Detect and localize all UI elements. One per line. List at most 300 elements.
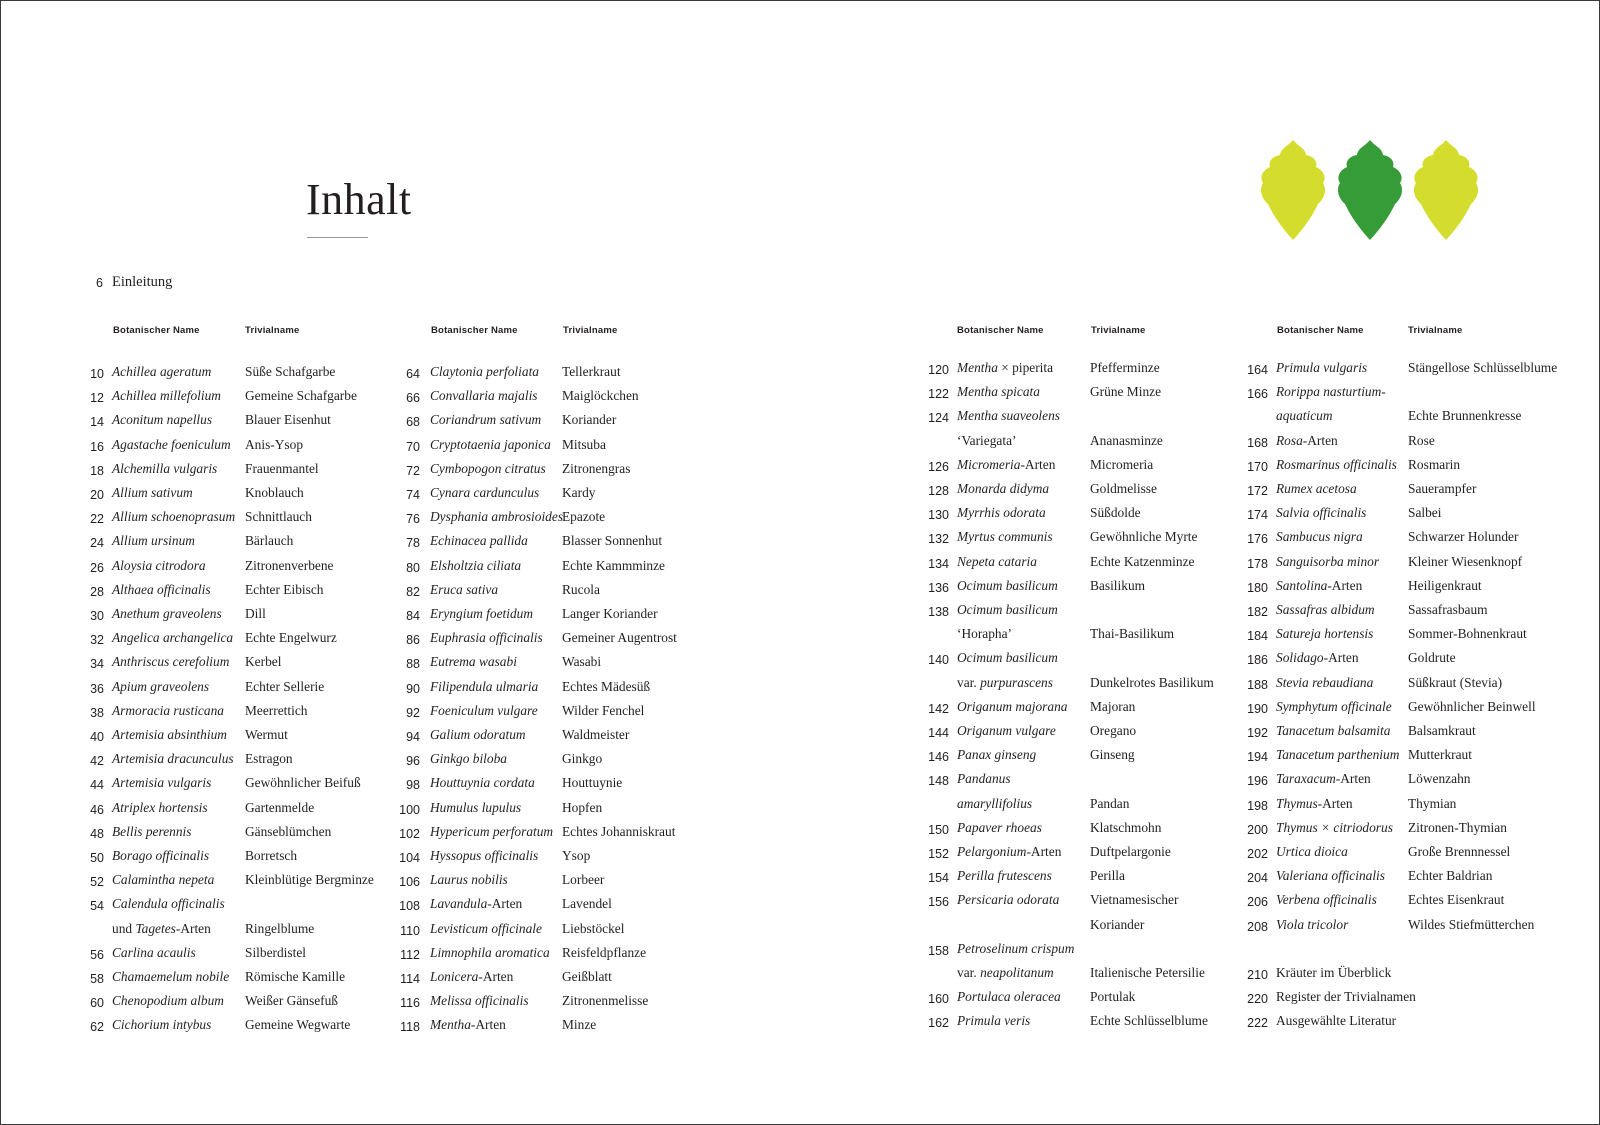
botanical-italic: Achillea ageratum [112, 364, 212, 379]
botanical-italic: Hyssopus officinalis [430, 848, 539, 863]
toc-page-number: 188 [1247, 678, 1268, 692]
botanical-italic: Laurus nobilis [430, 872, 508, 887]
toc-trivial-name: Borretsch [245, 848, 298, 863]
botanical-italic: Tagetes [135, 921, 176, 936]
toc-trivial-name: Ananasminze [1090, 433, 1163, 448]
toc-trivial-name: Hopfen [562, 800, 603, 815]
toc-page-number: 98 [406, 778, 420, 792]
botanical-italic: Ocimum basilicum [957, 578, 1058, 593]
toc-page-number: 184 [1247, 629, 1268, 643]
toc-page-number: 104 [399, 851, 420, 865]
toc-botanical-name [112, 1017, 211, 1033]
toc-trivial-name: Sommer-Bohnenkraut [1408, 626, 1527, 641]
toc-trivial-name: Italienische Petersilie [1090, 965, 1205, 980]
toc-botanical-name [957, 360, 1053, 376]
botanical-roman: Register der Trivialnamen [1276, 989, 1416, 1004]
toc-page-number: 100 [399, 803, 420, 817]
toc-trivial-name: Lorbeer [562, 872, 605, 887]
toc-trivial-name: Salbei [1408, 505, 1442, 520]
toc-botanical-name [112, 896, 225, 912]
toc-trivial-name: Gartenmelde [245, 800, 315, 815]
toc-trivial-name: Basilikum [1090, 578, 1146, 593]
botanical-italic: Apium graveolens [112, 679, 210, 694]
botanical-italic: Filipendula ulmaria [430, 679, 539, 694]
botanical-italic: Hypericum perforatum [430, 824, 554, 839]
botanical-italic: Origanum majorana [957, 699, 1068, 714]
toc-trivial-name: Echte Engelwurz [245, 630, 337, 645]
botanical-italic: Tanacetum parthenium [1276, 747, 1400, 762]
botanical-roman: ‘Horapha’ [957, 626, 1013, 641]
toc-botanical-name [430, 751, 507, 767]
toc-trivial-name: Sauerampfer [1408, 481, 1477, 496]
botanical-italic: Santolina [1276, 578, 1328, 593]
toc-page-number: 52 [90, 875, 104, 889]
toc-page-number: 34 [90, 657, 104, 671]
toc-botanical-name [430, 388, 538, 404]
toc-page-number: 90 [406, 682, 420, 696]
botanical-italic: Origanum vulgare [957, 723, 1056, 738]
botanical-italic: Urtica dioica [1276, 844, 1348, 859]
toc-botanical-name [430, 582, 498, 598]
toc-page-number: 128 [928, 484, 949, 498]
toc-botanical-name [957, 505, 1046, 521]
toc-page-number: 204 [1247, 871, 1268, 885]
toc-botanical-name [1276, 505, 1366, 521]
botanical-italic: Dysphania ambrosioides [430, 509, 564, 524]
toc-trivial-name: Liebstöckel [562, 921, 625, 936]
toc-page-number: 62 [90, 1020, 104, 1034]
toc-trivial-name: Weißer Gänsefuß [245, 993, 338, 1008]
toc-botanical-name [1276, 917, 1348, 933]
toc-botanical-name [957, 771, 1011, 787]
botanical-italic: Pandanus [957, 771, 1011, 786]
botanical-italic: Artemisia vulgaris [112, 775, 212, 790]
leaf-icon [1414, 140, 1478, 240]
toc-page-number: 94 [406, 730, 420, 744]
botanical-italic: Lavandula [430, 896, 488, 911]
botanical-italic: Micromeria [957, 457, 1021, 472]
toc-trivial-name: Echtes Johanniskraut [562, 824, 676, 839]
botanical-italic: Claytonia perfoliata [430, 364, 539, 379]
toc-trivial-name: Estragon [245, 751, 293, 766]
toc-botanical-name [1276, 675, 1373, 691]
botanical-italic: Artemisia dracunculus [112, 751, 234, 766]
toc-botanical-name [430, 727, 526, 743]
toc-botanical-name [957, 675, 1053, 691]
page-title: Inhalt [306, 175, 412, 224]
toc-page-number: 168 [1247, 436, 1268, 450]
header-trivial-1: Trivialname [245, 325, 300, 336]
toc-trivial-name: Micromeria [1090, 457, 1154, 472]
toc-botanical-name [1276, 747, 1399, 763]
toc-page-number: 166 [1247, 387, 1268, 401]
toc-page-number: 110 [400, 924, 420, 938]
toc-botanical-name [957, 1013, 1030, 1029]
toc-botanical-name [112, 533, 195, 549]
leaf-icon [1338, 140, 1402, 240]
toc-page-number: 142 [928, 702, 949, 716]
toc-page-number: 76 [406, 512, 420, 526]
toc-page-number: 156 [928, 895, 949, 909]
toc-trivial-name: Blauer Eisenhut [245, 412, 331, 427]
toc-page-number: 178 [1247, 557, 1268, 571]
toc-botanical-name [1276, 529, 1363, 545]
toc-trivial-name: Rucola [562, 582, 600, 597]
toc-trivial-name: Anis-Ysop [245, 437, 304, 452]
toc-botanical-name [957, 989, 1061, 1005]
toc-botanical-name [957, 796, 1032, 812]
title-rule [307, 237, 368, 238]
toc-botanical-name [430, 993, 529, 1009]
botanical-italic: Artemisia absinthium [112, 727, 227, 742]
toc-trivial-name: Oregano [1090, 723, 1137, 738]
toc-page-number: 132 [928, 532, 949, 546]
toc-page-number: 158 [928, 944, 949, 958]
toc-trivial-name: Gewöhnlicher Beinwell [1408, 699, 1536, 714]
toc-page-number: 70 [406, 440, 420, 454]
toc-trivial-name: Koriander [562, 412, 617, 427]
toc-botanical-name [112, 388, 221, 404]
botanical-italic: Sassafras albidum [1276, 602, 1375, 617]
toc-trivial-name: Thai-Basilikum [1090, 626, 1175, 641]
toc-page-number: 170 [1247, 460, 1268, 474]
toc-botanical-name [957, 481, 1049, 497]
toc-botanical-name [1276, 602, 1375, 618]
toc-trivial-name: Kleiner Wiesenknopf [1408, 554, 1523, 569]
toc-botanical-name [957, 433, 1016, 449]
toc-page-number: 74 [406, 488, 420, 502]
botanical-italic: Rosmarinus officinalis [1276, 457, 1397, 472]
toc-page-number: 172 [1247, 484, 1268, 498]
toc-page-number: 30 [90, 609, 104, 623]
botanical-roman: -Arten [175, 921, 211, 936]
toc-trivial-name: Echter Baldrian [1408, 868, 1493, 883]
botanical-roman: -Arten [487, 896, 523, 911]
toc-botanical-name [430, 848, 538, 864]
toc-botanical-name [1276, 433, 1338, 449]
toc-page-number: 96 [406, 754, 420, 768]
botanical-italic: Atriplex hortensis [112, 800, 208, 815]
toc-botanical-name [957, 602, 1058, 618]
toc-page-number: 106 [399, 875, 420, 889]
toc-page-number: 92 [406, 706, 420, 720]
toc-trivial-name: Zitronengras [562, 461, 631, 476]
botanical-italic: Alchemilla vulgaris [112, 461, 218, 476]
toc-page-number: 138 [928, 605, 949, 619]
toc-trivial-name: Thymian [1408, 796, 1457, 811]
botanical-italic: Cynara cardunculus [430, 485, 540, 500]
toc-botanical-name [430, 509, 563, 525]
toc-trivial-name: Echtes Mädesüß [562, 679, 651, 694]
botanical-italic: Angelica archangelica [112, 630, 234, 645]
toc-botanical-name [430, 921, 542, 937]
botanical-roman: -Arten [478, 969, 514, 984]
toc-trivial-name: Kardy [562, 485, 596, 500]
botanical-italic: Eruca sativa [430, 582, 499, 597]
toc-page-number: 14 [90, 415, 104, 429]
botanical-italic: Satureja hortensis [1276, 626, 1374, 641]
header-trivial-4: Trivialname [1408, 325, 1463, 336]
toc-trivial-name: Reisfeldpflanze [562, 945, 647, 960]
toc-trivial-name: Gemeine Schafgarbe [245, 388, 357, 403]
toc-botanical-name [1276, 384, 1386, 400]
toc-trivial-name: Löwenzahn [1408, 771, 1471, 786]
toc-trivial-name: Echte Schlüsselblume [1090, 1013, 1208, 1028]
toc-botanical-name [112, 872, 214, 888]
toc-botanical-name [430, 630, 543, 646]
toc-botanical-name [430, 364, 539, 380]
toc-page-number: 72 [406, 464, 420, 478]
toc-botanical-name [1276, 626, 1373, 642]
botanical-italic: Mentha [430, 1017, 471, 1032]
toc-botanical-name [1276, 820, 1393, 836]
botanical-italic: aquaticum [1276, 408, 1333, 423]
toc-botanical-name [957, 941, 1074, 957]
toc-botanical-name [1276, 408, 1333, 424]
toc-page-number: 48 [90, 827, 104, 841]
toc-botanical-name [430, 412, 541, 428]
toc-page-number: 154 [928, 871, 949, 885]
botanical-italic: Humulus lupulus [430, 800, 522, 815]
botanical-italic: Monarda didyma [957, 481, 1050, 496]
toc-botanical-name [1276, 723, 1390, 739]
toc-trivial-name: Dill [245, 606, 266, 621]
botanical-italic: Primula veris [957, 1013, 1031, 1028]
toc-trivial-name: Gewöhnlicher Beifuß [245, 775, 361, 790]
botanical-italic: Ginkgo biloba [430, 751, 507, 766]
toc-trivial-name: Goldrute [1408, 650, 1456, 665]
toc-trivial-name: Mutterkraut [1408, 747, 1472, 762]
toc-trivial-name: Lavendel [562, 896, 612, 911]
botanical-italic: Primula vulgaris [1276, 360, 1368, 375]
toc-botanical-name [430, 872, 508, 888]
toc-page-number: 130 [928, 508, 949, 522]
botanical-roman: var. [957, 675, 981, 690]
toc-page-number: 88 [406, 657, 420, 671]
toc-botanical-name [430, 558, 521, 574]
botanical-italic: Limnophila aromatica [430, 945, 550, 960]
toc-trivial-name: Rosmarin [1408, 457, 1461, 472]
toc-trivial-name: Balsamkraut [1408, 723, 1476, 738]
botanical-italic: Mentha spicata [957, 384, 1040, 399]
toc-page-number: 126 [928, 460, 949, 474]
toc-botanical-name [112, 437, 231, 453]
toc-botanical-name [430, 703, 538, 719]
toc-trivial-name: Grüne Minze [1090, 384, 1162, 399]
toc-trivial-name: Große Brennnessel [1408, 844, 1511, 859]
toc-botanical-name [430, 945, 550, 961]
toc-page-number: 164 [1247, 363, 1268, 377]
toc-botanical-name [112, 945, 196, 961]
toc-trivial-name: Stängellose Schlüsselblume [1408, 360, 1558, 375]
botanical-italic: Rumex acetosa [1276, 481, 1357, 496]
botanical-italic: Althaea officinalis [112, 582, 211, 597]
botanical-roman: -Arten [1335, 771, 1371, 786]
toc-page-number: 146 [928, 750, 949, 764]
toc-page-number: 44 [90, 778, 104, 792]
botanical-italic: Ocimum basilicum [957, 650, 1058, 665]
toc-trivial-name: Gewöhnliche Myrte [1090, 529, 1198, 544]
toc-botanical-name [112, 775, 211, 791]
toc-botanical-name [1276, 457, 1397, 473]
botanical-italic: Armoracia rusticana [112, 703, 224, 718]
toc-page-number: 112 [400, 948, 420, 962]
botanical-roman: × piperita [997, 360, 1054, 375]
toc-botanical-name [1276, 699, 1392, 715]
toc-botanical-name [430, 485, 539, 501]
botanical-italic: Lonicera [430, 969, 479, 984]
toc-page-number: 122 [928, 387, 949, 401]
toc-botanical-name [430, 800, 521, 816]
toc-page-number: 66 [406, 391, 420, 405]
toc-page-number: 210 [1247, 968, 1268, 982]
toc-trivial-name: Zitronenmelisse [562, 993, 649, 1008]
botanical-italic: Coriandrum sativum [430, 412, 542, 427]
toc-botanical-name [430, 461, 546, 477]
leaf-decoration [1260, 137, 1500, 240]
botanical-italic: Calamintha nepeta [112, 872, 215, 887]
toc-page-number: 198 [1247, 799, 1268, 813]
botanical-italic: Bellis perennis [112, 824, 192, 839]
botanical-italic: Galium odoratum [430, 727, 526, 742]
toc-page-number: 176 [1247, 532, 1268, 546]
toc-page-number: 64 [406, 367, 420, 381]
botanical-italic: Mentha [957, 360, 998, 375]
toc-page-number: 56 [90, 948, 104, 962]
botanical-italic: Carlina acaulis [112, 945, 196, 960]
toc-trivial-name: Schnittlauch [245, 509, 312, 524]
toc-trivial-name: Vietnamesischer [1090, 892, 1179, 907]
toc-trivial-name: Sassafrasbaum [1408, 602, 1488, 617]
toc-trivial-name: Echtes Eisenkraut [1408, 892, 1505, 907]
toc-trivial-name: Ginkgo [562, 751, 603, 766]
toc-botanical-name [430, 1017, 506, 1033]
toc-botanical-name [957, 384, 1040, 400]
toc-page-number: 186 [1247, 653, 1268, 667]
toc-trivial-name: Süße Schafgarbe [245, 364, 336, 379]
botanical-italic: Elsholtzia ciliata [430, 558, 522, 573]
toc-botanical-name [112, 751, 234, 767]
toc-page-number: 102 [399, 827, 420, 841]
toc-botanical-name [957, 747, 1036, 763]
toc-page-number: 124 [928, 411, 949, 425]
toc-page-number: 206 [1247, 895, 1268, 909]
botanical-italic: Valeriana officinalis [1276, 868, 1385, 883]
toc-page-number: 194 [1247, 750, 1268, 764]
toc-page-number: 152 [928, 847, 949, 861]
toc-botanical-name [112, 969, 229, 985]
toc-botanical-name [957, 650, 1058, 666]
toc-trivial-name: Epazote [562, 509, 606, 524]
toc-botanical-name [112, 606, 222, 622]
toc-trivial-name: Römische Kamille [245, 969, 346, 984]
toc-botanical-name [1276, 771, 1371, 787]
toc-botanical-name [957, 892, 1059, 908]
toc-trivial-name: Kleinblütige Bergminze [245, 872, 374, 887]
botanical-italic: Sanguisorba minor [1276, 554, 1380, 569]
toc-trivial-name: Ringelblume [245, 921, 315, 936]
toc-page-number: 114 [400, 972, 420, 986]
botanical-italic: Convallaria majalis [430, 388, 538, 403]
botanical-italic: Myrtus communis [957, 529, 1053, 544]
toc-botanical-name [957, 626, 1012, 642]
toc-botanical-name [112, 921, 211, 937]
toc-botanical-name [957, 723, 1056, 739]
botanical-italic: Anthriscus cerefolium [112, 654, 230, 669]
botanical-italic: Cichorium intybus [112, 1017, 212, 1032]
toc-trivial-name: Wilder Fenchel [562, 703, 645, 718]
toc-botanical-name [957, 965, 1054, 981]
botanical-italic: purpurascens [980, 675, 1053, 690]
botanical-italic: Viola tricolor [1276, 917, 1349, 932]
toc-botanical-name [112, 461, 217, 477]
botanical-italic: Melissa officinalis [430, 993, 529, 1008]
toc-page-number: 84 [406, 609, 420, 623]
toc-page-number: 82 [406, 585, 420, 599]
toc-trivial-name: Echte Brunnenkresse [1408, 408, 1522, 423]
toc-page-number: 174 [1247, 508, 1268, 522]
toc-page-number: 118 [400, 1020, 420, 1034]
toc-botanical-name [957, 578, 1058, 594]
toc-botanical-name [112, 848, 209, 864]
toc-page-number: 116 [400, 996, 420, 1010]
toc-botanical-name [1276, 554, 1379, 570]
botanical-roman: var. [957, 965, 981, 980]
toc-page-number: 200 [1247, 823, 1268, 837]
toc-trivial-name: Tellerkraut [562, 364, 621, 379]
toc-page-number: 10 [90, 367, 104, 381]
toc-trivial-name: Perilla [1090, 868, 1125, 883]
toc-trivial-name: Bärlauch [245, 533, 294, 548]
botanical-italic: Chamaemelum nobile [112, 969, 230, 984]
toc-page-number: 108 [399, 899, 420, 913]
botanical-roman: -Arten [470, 1017, 506, 1032]
botanical-italic: Allium sativum [112, 485, 193, 500]
botanical-italic: Cryptotaenia japonica [430, 437, 551, 452]
toc-botanical-name [1276, 868, 1385, 884]
toc-botanical-name [1276, 360, 1367, 376]
leaf-icon [1261, 140, 1325, 240]
toc-botanical-name [112, 800, 208, 816]
toc-botanical-name [430, 606, 533, 622]
toc-botanical-name [1276, 965, 1391, 981]
botanical-italic: Ocimum basilicum [957, 602, 1058, 617]
toc-trivial-name: Mitsuba [562, 437, 606, 452]
toc-page-number: 202 [1247, 847, 1268, 861]
toc-botanical-name [112, 412, 212, 428]
toc-trivial-name: Waldmeister [562, 727, 630, 742]
toc-page-number: 144 [928, 726, 949, 740]
toc-page-number: 140 [928, 653, 949, 667]
botanical-italic: Symphytum officinale [1276, 699, 1392, 714]
botanical-roman: und [112, 921, 136, 936]
intro-label: Einleitung [112, 274, 173, 290]
toc-page-number: 60 [90, 996, 104, 1010]
botanical-italic: Allium schoenoprasum [112, 509, 236, 524]
toc-page-number: 40 [90, 730, 104, 744]
toc-page-number: 38 [90, 706, 104, 720]
toc-page-number: 32 [90, 633, 104, 647]
header-botanical-4: Botanischer Name [1277, 325, 1364, 336]
toc-trivial-name: Echte Katzenminze [1090, 554, 1195, 569]
toc-page-number: 46 [90, 803, 104, 817]
toc-trivial-name: Meerrettich [245, 703, 308, 718]
botanical-italic: Papaver rhoeas [957, 820, 1042, 835]
botanical-italic: Houttuynia cordata [430, 775, 535, 790]
botanical-italic: Levisticum officinale [430, 921, 542, 936]
botanical-italic: Rosa [1276, 433, 1303, 448]
botanical-italic: Echinacea pallida [430, 533, 528, 548]
